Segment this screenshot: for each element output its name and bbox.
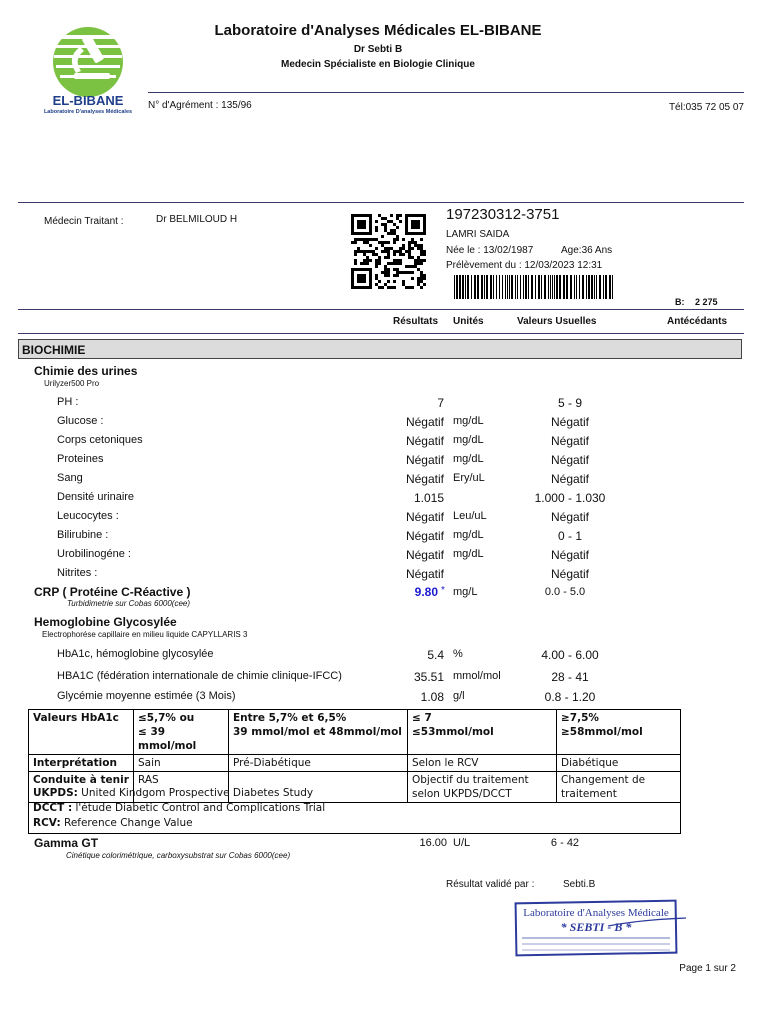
urines-title: Chimie des urines (34, 364, 138, 378)
result-value: 1.08 (420, 690, 444, 704)
hba1c-table-row (29, 755, 681, 772)
result-value: Négatif (405, 548, 444, 562)
table-cell: Changement de traitement (557, 772, 681, 803)
b-label: B: (675, 297, 685, 307)
result-unit: mg/dL (453, 529, 484, 541)
result-ref: 0.8 - 1.20 (544, 690, 596, 704)
result-ref: Négatif (550, 510, 590, 524)
patient-rule-bottom (18, 309, 744, 310)
col-unites: Unités (453, 316, 484, 327)
col-resultats: Résultats (393, 316, 439, 327)
patient-name: LAMRI SAIDA (446, 229, 510, 240)
hba1c-method: Electrophorése capillaire en milieu liquide CAPYLLARIS 3 (42, 630, 248, 639)
svg-text:EL-BIBANE: EL-BIBANE (52, 93, 124, 108)
result-unit: Leu/uL (453, 510, 487, 522)
result-value: Négatif (405, 434, 444, 448)
medecin-label: Médecin Traitant : (44, 216, 124, 227)
result-value: 7 (437, 396, 444, 410)
valide-label: Résultat validé par : (446, 879, 535, 890)
barcode (454, 275, 616, 299)
table-cell: Pré-Diabétique (229, 755, 408, 772)
result-value: Négatif (405, 415, 444, 429)
table-cell: ≤ 7 ≤53mmol/mol (408, 710, 557, 755)
b-value: 2 275 (695, 297, 718, 307)
result-name: HBA1C (fédération internationale de chimie clinique-IFCC) (57, 670, 342, 682)
lab-doctor: Dr Sebti B (353, 44, 403, 55)
result-name: Bilirubine : (57, 529, 109, 541)
lab-specialty: Medecin Spécialiste en Biologie Clinique (281, 59, 475, 70)
agrement-number: N° d'Agrément : 135/96 (148, 100, 252, 111)
patient-birth: Née le : 13/02/1987 (446, 245, 534, 256)
result-ref: Négatif (550, 453, 590, 467)
crp-ref: 0.0 - 5.0 (544, 586, 586, 598)
table-cell: ≥7,5% ≥58mmol/mol (557, 710, 681, 755)
crp-unit: mg/L (453, 586, 478, 598)
note-ukpds: UKPDS: United Kindgom Prospective Diabetes Study (33, 787, 314, 799)
result-name: HbA1c, hémoglobine glycosylée (57, 648, 214, 660)
ggt-title: Gamma GT (34, 836, 99, 850)
result-unit: Ery/uL (453, 472, 485, 484)
result-ref: Négatif (550, 434, 590, 448)
result-ref: Négatif (550, 415, 590, 429)
crp-result: 9.80 (414, 585, 438, 599)
ggt-result: 16.00 (419, 837, 447, 849)
patient-rule-top (18, 202, 744, 203)
lab-stamp (508, 896, 692, 960)
result-name: Sang (57, 472, 83, 484)
result-ref: Négatif (550, 567, 590, 581)
result-ref: 28 - 41 (551, 670, 589, 684)
table-cell: Entre 5,7% et 6,5% 39 mmol/mol et 48mmol/mol (229, 710, 408, 755)
result-value: 35.51 (413, 670, 444, 684)
result-unit: % (453, 648, 463, 660)
result-name: Glucose : (57, 415, 104, 427)
result-ref: 5 - 9 (557, 396, 582, 410)
result-ref: 4.00 - 6.00 (541, 648, 599, 662)
result-value: 1.015 (413, 491, 444, 505)
hba1c-table-row (29, 710, 681, 755)
table-cell: Selon le RCV (408, 755, 557, 772)
crp-title: CRP ( Protéine C-Réactive ) (34, 585, 191, 599)
svg-text:Laboratoire d'Analyses Médical: Laboratoire d'Analyses Médicale (523, 907, 669, 919)
result-name: Nitrites : (57, 567, 98, 579)
columns-rule (18, 333, 744, 334)
result-value: Négatif (405, 567, 444, 581)
lab-name: Laboratoire d'Analyses Médicales EL-BIBANE (214, 22, 542, 39)
col-valeurs-usuelles: Valeurs Usuelles (517, 316, 597, 327)
result-name: Densité urinaire (57, 491, 135, 503)
result-ref: 1.000 - 1.030 (534, 491, 606, 505)
result-unit: g/l (453, 690, 465, 702)
prelevement-date: Prélèvement du : 12/03/2023 12:31 (446, 260, 603, 271)
patient-age: Age:36 Ans (561, 245, 613, 256)
svg-text:Laboratoire D'analyses Médical: Laboratoire D'analyses Médicales (43, 109, 133, 115)
result-name: Leucocytes : (57, 510, 119, 522)
hba1c-title: Hemoglobine Glycosylée (34, 615, 177, 629)
result-value: Négatif (405, 472, 444, 486)
result-unit: mg/dL (453, 548, 484, 560)
qr-code (351, 214, 431, 290)
table-cell: Valeurs HbA1c (29, 710, 134, 755)
result-unit: mg/dL (453, 434, 484, 446)
note-rcv: RCV: Reference Change Value (33, 817, 193, 829)
page-number: Page 1 sur 2 (679, 963, 736, 974)
urines-method: Urilyzer500 Pro (44, 379, 100, 388)
result-name: Urobilinogéne : (57, 548, 131, 560)
result-value: 5.4 (427, 648, 444, 662)
result-name: Proteines (57, 453, 104, 465)
result-unit: mg/dL (453, 453, 484, 465)
table-cell: RAS (134, 772, 229, 803)
result-ref: Négatif (550, 472, 590, 486)
result-name: PH : (57, 396, 79, 408)
section-title: BIOCHIMIE (22, 343, 86, 357)
table-cell: Sain (134, 755, 229, 772)
col-antecedants: Antécédants (667, 316, 728, 327)
ggt-method: Cinétique colorimétrique, carboxysubstrat sur Cobas 6000(cee) (66, 851, 291, 860)
table-cell: Conduite à tenir (29, 772, 134, 803)
patient-id: 197230312-3751 (446, 206, 560, 223)
result-value: Négatif (405, 529, 444, 543)
crp-method: Turbidimetrie sur Cobas 6000(cee) (67, 599, 191, 608)
lab-logo (30, 25, 145, 115)
result-value: Négatif (405, 453, 444, 467)
table-cell: ≤5,7% ou ≤ 39 mmol/mol (134, 710, 229, 755)
note-dcct: DCCT : l'étude Diabetic Control and Complications Trial (33, 802, 326, 814)
valide-name: Sebti.B (563, 879, 596, 890)
result-unit: mg/dL (453, 415, 484, 427)
lab-phone: Tél:035 72 05 07 (668, 102, 744, 113)
table-cell: Objectif du traitement selon UKPDS/DCCT (408, 772, 557, 803)
result-value: Négatif (405, 510, 444, 524)
result-ref: Négatif (550, 548, 590, 562)
svg-text:* SEBTI - B *: * SEBTI - B * (560, 920, 632, 934)
table-cell: Interprétation (29, 755, 134, 772)
crp-flag: * (441, 585, 445, 596)
result-unit: mmol/mol (453, 670, 501, 682)
result-name: Corps cetoniques (57, 434, 143, 446)
section-header (18, 339, 742, 359)
result-ref: 0 - 1 (557, 529, 582, 543)
medecin-name: Dr BELMILOUD H (156, 214, 238, 225)
ggt-unit: U/L (453, 837, 471, 849)
table-cell: Diabétique (557, 755, 681, 772)
result-name: Glycémie moyenne estimée (3 Mois) (57, 690, 236, 702)
header-rule (148, 92, 744, 93)
hba1c-notes (28, 785, 681, 834)
ggt-ref: 6 - 42 (550, 837, 580, 849)
